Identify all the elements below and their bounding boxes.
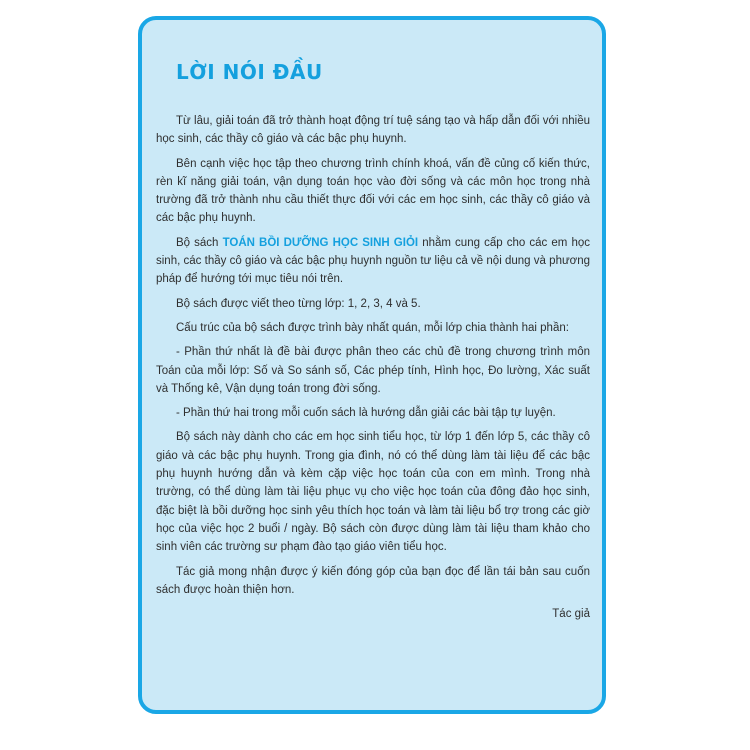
paragraph-feedback: Tác giả mong nhận được ý kiến đóng góp của bạn đọc để lần tái bản sau cuốn sách được hoàn thiện hơn. [156,565,590,596]
paragraph-part-one: - Phần thứ nhất là đề bài được phân theo các chủ đề trong chương trình môn Toán của mỗi lớp: Số và So sánh số, Các phép tính, Hình học, Đo lường, Xác suất và Thống kê, Vận dụng toán trong đời sống. [156,346,590,395]
paragraph-structure: Cấu trúc của bộ sách được trình bày nhất quán, mỗi lớp chia thành hai phần: [176,321,569,334]
series-text-before: Bộ sách [176,236,223,249]
author-signature: Tác giả [552,608,590,621]
series-name: TOÁN BỒI DƯỠNG HỌC SINH GIỎI [222,236,419,249]
paragraph-series [156,234,590,289]
paragraph-audience: Bộ sách này dành cho các em học sinh tiểu học, từ lớp 1 đến lớp 5, các thầy cô giáo và các bậc phụ huynh. Trong gia đình, nó có thể dùng làm tài liệu để các bậc phụ huynh hướng dẫn và kèm cặp việc học toán của con em mình. Trong nhà trường, có thể dùng làm tài liệu phục vụ cho việc học toán của đông đảo học sinh, đặc biệt là bồi dưỡng học sinh yêu thích học toán và làm tài liệu bổ trợ trong các giờ học của việc học 2 buổi / ngày. Bộ sách còn được dùng làm tài liệu tham khảo cho sinh viên các trường sư phạm đào tạo giáo viên tiểu học. [156,431,590,554]
paragraph-context: Bên cạnh việc học tập theo chương trình chính khoá, vấn đề củng cố kiến thức, rèn kĩ năng giải toán, vận dụng toán học vào đời sống và các môn học trong nhà trường đã trở thành nhu cầu thiết thực đối với các em học sinh, các thầy cô giáo và các bậc phụ huynh. [156,157,590,225]
preface-body [156,112,590,629]
paragraph-intro: Từ lâu, giải toán đã trở thành hoạt động trí tuệ sáng tạo và hấp dẫn đối với nhiều học sinh, các thầy cô giáo và các bậc phụ huynh. [156,115,590,146]
page-title: LỜI NÓI ĐẦU [176,60,323,84]
paragraph-part-two: - Phần thứ hai trong mỗi cuốn sách là hướng dẫn giải các bài tập tự luyện. [176,407,556,420]
paragraph-grades: Bộ sách được viết theo từng lớp: 1, 2, 3, 4 và 5. [176,297,421,310]
page-frame [138,16,606,714]
series-text-after: nhằm cung cấp cho các em học sinh, các thầy cô giáo và các bậc phụ huynh nguồn tư liệu cả về nội dung và phương pháp để hướng tới mục tiêu nói trên. [156,236,590,286]
